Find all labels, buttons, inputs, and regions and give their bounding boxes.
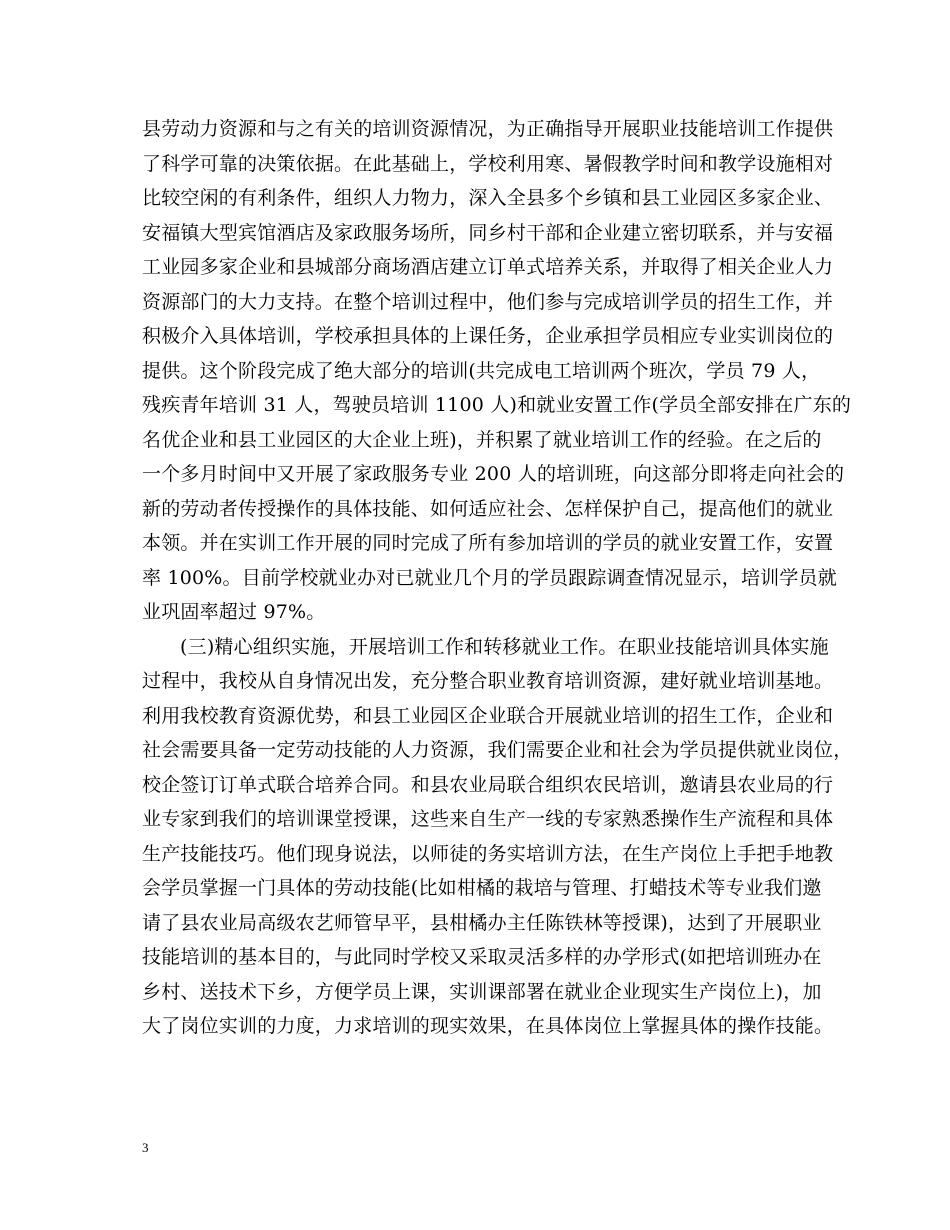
- text-line: 名优企业和县工业园区的大企业上班)，并积累了就业培训工作的经验。在之后的: [142, 428, 822, 451]
- body-text: [142, 112, 853, 1044]
- paragraph-section-three: [142, 630, 853, 1044]
- text-line: 社会需要具备一定劳动技能的人力资源，我们需要企业和社会为学员提供就业岗位，: [142, 739, 853, 761]
- text-line: 新的劳动者传授操作的具体技能、如何适应社会、怎样保护自己，提高他们的就业: [142, 497, 834, 520]
- paragraph-continuation: [142, 112, 852, 630]
- text-line: 比较空闲的有利条件，组织人力物力，深入全县多个乡镇和县工业园区多家企业、: [142, 187, 834, 209]
- text-line: 大了岗位实训的力度，力求培训的现实效果，在具体岗位上掌握具体的操作技能。: [142, 1015, 834, 1037]
- text-line: 业专家到我们的培训课堂授课，这些来自生产一线的专家熟悉操作生产流程和具体: [142, 808, 834, 830]
- text-line: 县劳动力资源和与之有关的培训资源情况，为正确指导开展职业技能培训工作提供: [142, 118, 834, 140]
- page-number: 3: [142, 1140, 149, 1155]
- text-line: 一个多月时间中又开展了家政服务专业 200 人的培训班，向这部分即将走向社会的: [142, 463, 845, 485]
- text-line: 了科学可靠的决策依据。在此基础上，学校利用寒、暑假教学时间和教学设施相对: [142, 152, 834, 175]
- text-line: 技能培训的基本目的，与此同时学校又采取灵活多样的办学形式(如把培训班办在: [142, 946, 822, 968]
- text-line: 提供。这个阶段完成了绝大部分的培训(共完成电工培训两个班次，学员 79 人，: [142, 359, 821, 382]
- text-line: 乡村、送技术下乡，方便学员上课，实训课部署在就业企业现实生产岗位上)，加: [142, 980, 822, 1003]
- text-line: 资源部门的大力支持。在整个培训过程中，他们参与完成培训学员的招生工作，并: [142, 290, 834, 313]
- text-line: 本领。并在实训工作开展的同时完成了所有参加培训的学员的就业安置工作，安置: [142, 532, 834, 554]
- text-line: 率 100%。目前学校就业办对已就业几个月的学员跟踪调查情况显示，培训学员就: [142, 566, 837, 589]
- text-line: 业巩固率超过 97%。: [142, 601, 326, 623]
- text-line: 积极介入具体培训，学校承担具体的上课任务，企业承担学员相应专业实训岗位的: [142, 325, 834, 347]
- text-line: 安福镇大型宾馆酒店及家政服务场所，同乡村干部和企业建立密切联系，并与安福: [142, 221, 834, 244]
- text-line: 工业园多家企业和县城部分商场酒店建立订单式培养关系，并取得了相关企业人力: [142, 256, 834, 278]
- text-line-first: (三)精心组织实施，开展培训工作和转移就业工作。在职业技能培训具体实施: [180, 635, 829, 658]
- text-line: 残疾青年培训 31 人，驾驶员培训 1100 人)和就业安置工作(学员全部安排在广东的: [142, 394, 852, 416]
- text-line: 利用我校教育资源优势，和县工业园区企业联合开展就业培训的招生工作，企业和: [142, 704, 834, 727]
- text-line: 过程中，我校从自身情况出发，充分整合职业教育培训资源，建好就业培训基地。: [142, 670, 834, 692]
- text-line: 校企签订订单式联合培养合同。和县农业局联合组织农民培训，邀请县农业局的行: [142, 773, 834, 796]
- text-line: 会学员掌握一门具体的劳动技能(比如柑橘的栽培与管理、打蜡技术等专业我们邀: [142, 877, 822, 899]
- text-line: 生产技能技巧。他们现身说法，以师徒的务实培训方法，在生产岗位上手把手地教: [142, 842, 834, 865]
- text-line: 请了县农业局高级农艺师管早平，县柑橘办主任陈铁林等授课)，达到了开展职业: [142, 911, 822, 934]
